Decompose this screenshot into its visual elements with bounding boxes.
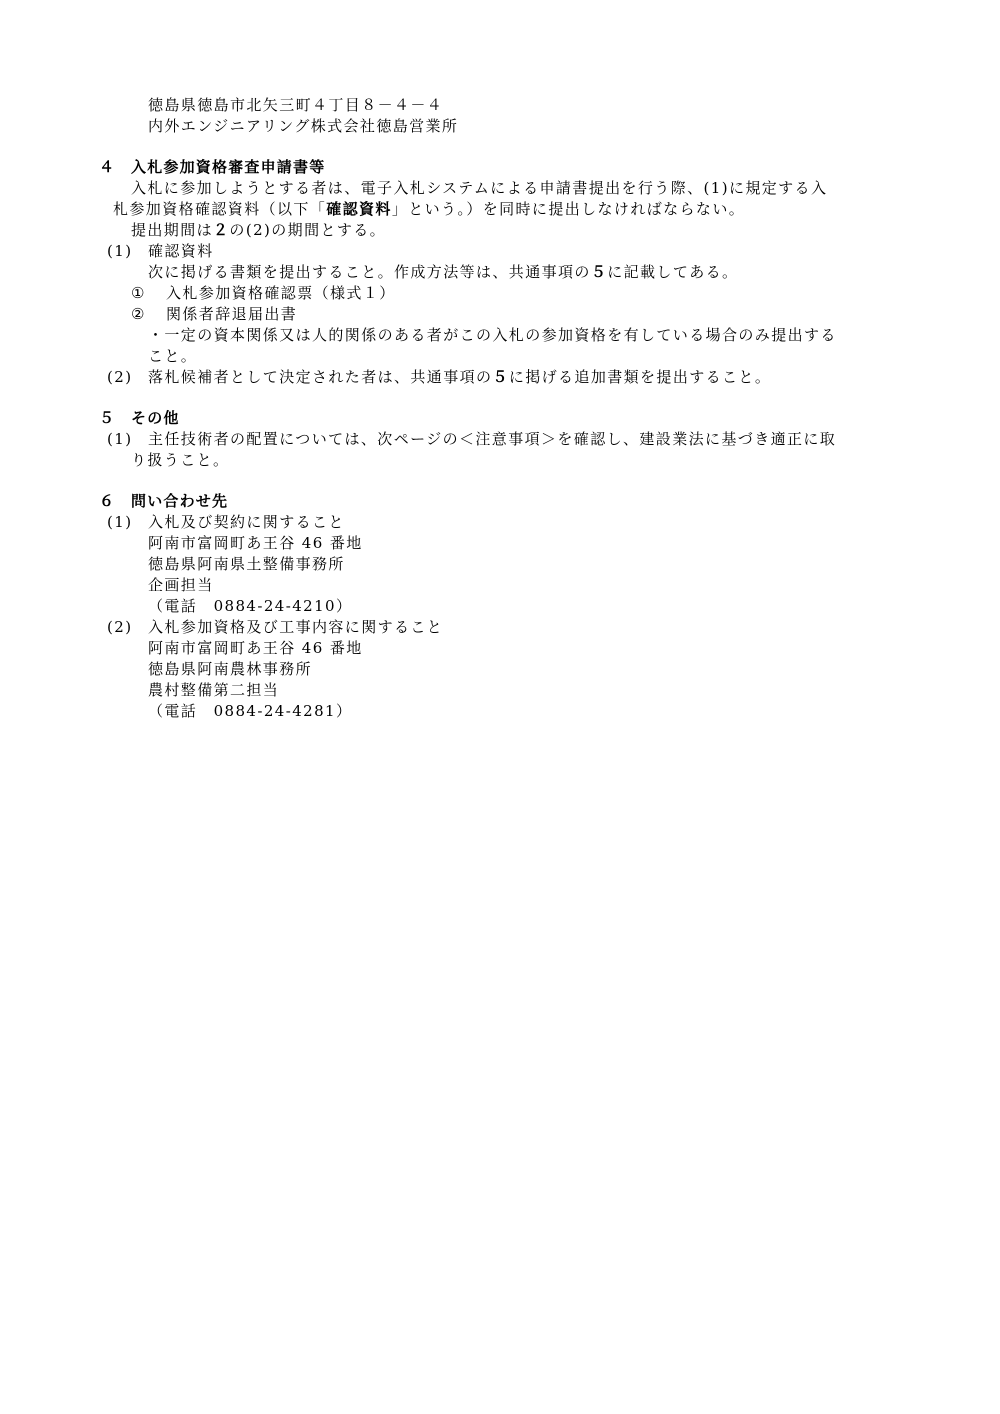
section-5-item-1-text-b: り扱うこと。 xyxy=(131,451,230,469)
section-4-item-1-label: 確認資料 xyxy=(148,242,214,260)
section-4-item-2-text xyxy=(148,367,771,388)
section-6-title: 問い合わせ先 xyxy=(131,492,229,510)
section-4-paragraph-1b xyxy=(113,199,745,220)
contact-2-title: 入札参加資格及び工事内容に関すること xyxy=(148,618,444,636)
section-4-item-2-number: (2) xyxy=(107,368,133,386)
note-line-a: ・一定の資本関係又は人的関係のある者がこの入札の参加資格を有している場合のみ提出する xyxy=(148,326,837,344)
section-6-number: ６ xyxy=(99,492,116,510)
contact-2-phone: （電話 0884-24-4281） xyxy=(148,702,353,720)
contact-2-department: 農村整備第二担当 xyxy=(148,681,280,699)
section-4-paragraph-1a: 入札に参加しようとする者は、電子入札システムによる申請書提出を行う際、(1)に規定する入 xyxy=(131,179,828,197)
section-4-item-1-number: (1) xyxy=(107,242,133,260)
note-line-b: こと。 xyxy=(148,347,198,365)
address-line-2: 内外エンジニアリング株式会社徳島営業所 xyxy=(148,117,459,135)
sub-item-2-mark: ② xyxy=(131,305,146,323)
sub-item-1-text: 入札参加資格確認票（様式１） xyxy=(166,284,396,302)
contact-2-number: (2) xyxy=(107,618,133,636)
contact-1-address: 阿南市富岡町あ王谷 46 番地 xyxy=(148,534,363,552)
paragraph-1b-pre: 札参加資格確認資料（以下「 xyxy=(113,200,327,218)
section-5-item-1-number: (1) xyxy=(107,430,133,448)
contact-1-title: 入札及び契約に関すること xyxy=(148,513,345,531)
paragraph-2-pre: 提出期間は xyxy=(131,221,214,239)
item-1-text-pre: 次に掲げる書類を提出すること。作成方法等は、共通事項の xyxy=(148,263,591,281)
contact-1-phone: （電話 0884-24-4210） xyxy=(148,597,353,615)
paragraph-1b-bold: 確認資料 xyxy=(326,200,392,218)
paragraph-2-post: の(2)の期間とする。 xyxy=(229,221,387,239)
section-4-number: ４ xyxy=(99,158,116,176)
contact-1-office: 徳島県阿南県土整備事務所 xyxy=(148,555,345,573)
sub-item-1-mark: ① xyxy=(131,284,146,302)
section-5-title: その他 xyxy=(131,409,180,427)
contact-1-number: (1) xyxy=(107,513,133,531)
section-5-number: ５ xyxy=(99,409,116,427)
section-4-item-1-text xyxy=(148,262,738,283)
item-2-text-bold: ５ xyxy=(492,368,509,386)
section-4-title: 入札参加資格審査申請書等 xyxy=(131,158,326,176)
item-1-text-bold: ５ xyxy=(590,263,608,281)
section-5-item-1-text-a: 主任技術者の配置については、次ページの＜注意事項＞を確認し、建設業法に基づき適正に取 xyxy=(148,430,837,448)
section-4-paragraph-2 xyxy=(131,220,386,241)
paragraph-2-bold: ２ xyxy=(213,221,230,239)
contact-2-office: 徳島県阿南農林事務所 xyxy=(148,660,313,678)
sub-item-2-text: 関係者辞退届出書 xyxy=(166,305,298,323)
item-2-text-pre: 落札候補者として決定された者は、共通事項の xyxy=(148,368,493,386)
item-1-text-post: に記載してある。 xyxy=(607,263,739,281)
address-line-1: 徳島県徳島市北矢三町４丁目８－４－４ xyxy=(148,96,444,114)
paragraph-1b-post: 」という。）を同時に提出しなければならない。 xyxy=(391,200,746,218)
contact-1-department: 企画担当 xyxy=(148,576,214,594)
item-2-text-post: に掲げる追加書類を提出すること。 xyxy=(508,368,772,386)
contact-2-address: 阿南市富岡町あ王谷 46 番地 xyxy=(148,639,363,657)
